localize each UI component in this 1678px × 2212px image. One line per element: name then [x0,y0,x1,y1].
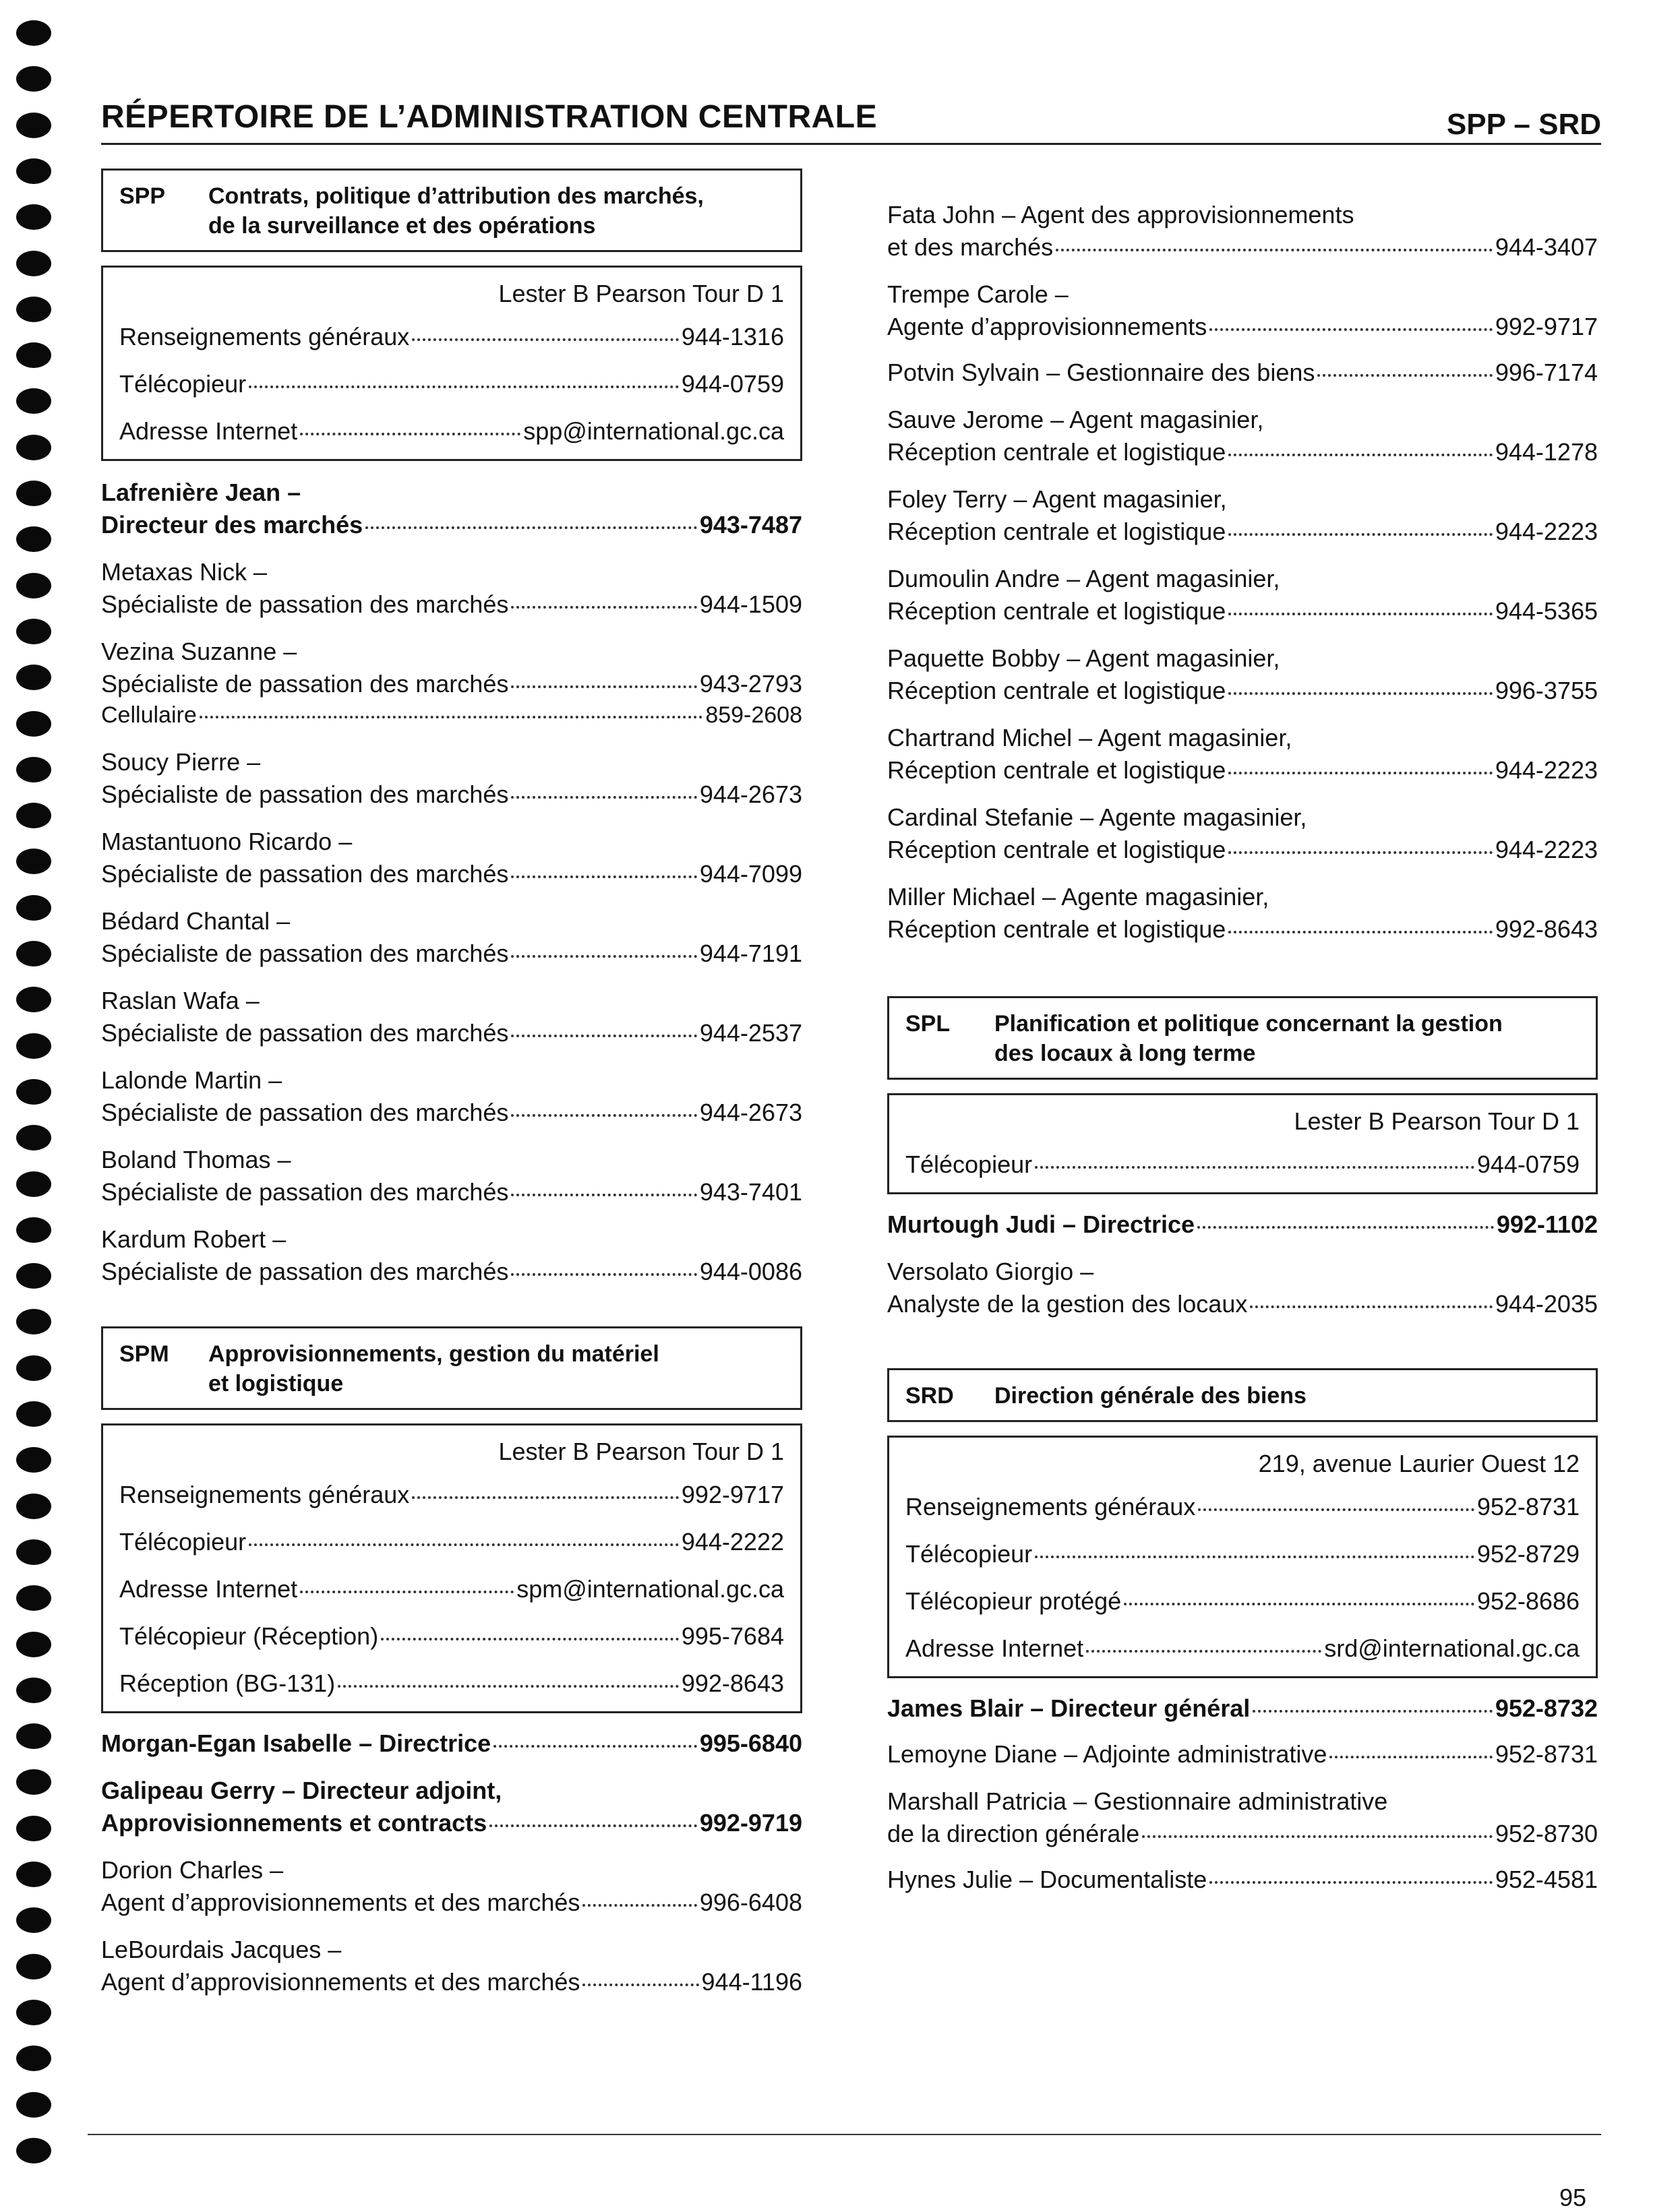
binder-hole [16,1355,51,1381]
binder-hole [16,1171,51,1197]
info-box-spm [101,1423,802,1713]
binder-hole [16,1217,51,1243]
staff-role: Réception centrale et logistique [887,915,1226,943]
leader-dots [1228,611,1493,615]
staff-name: Dumoulin Andre – Agent magasinier, [887,565,1280,592]
staff-role: Spécialiste de passation des marchés [101,1258,509,1285]
leader-dots [1228,690,1493,695]
staff-role: Réception centrale et logistique [887,677,1226,704]
email-link[interactable]: spp@international.gc.ca [523,417,784,445]
staff-name: Fata John – Agent des approvisionnements [887,201,1354,228]
info-label: Renseignements généraux [119,323,410,350]
leader-dots [1209,326,1493,331]
director-entry [887,1693,1598,1724]
phone-number: 992-9719 [699,1809,802,1837]
binder-hole [16,1263,51,1289]
info-row [119,369,784,400]
leader-dots [511,1112,697,1117]
binder-holes [16,0,57,2205]
staff-name: Potvin Sylvain – Gestionnaire des biens [887,359,1315,386]
binder-hole [16,1079,51,1105]
info-row [905,1492,1580,1523]
leader-dots [511,1192,697,1196]
staff-name: Lemoyne Diane – Adjointe administrative [887,1740,1327,1768]
binder-hole [16,1862,51,1887]
staff-entry [101,1143,802,1208]
staff-role: Réception centrale et logistique [887,597,1226,625]
binder-hole [16,2092,51,2118]
email-link[interactable]: srd@international.gc.ca [1324,1634,1580,1662]
staff-name: Miller Michael – Agente magasinier, [887,883,1269,911]
binder-hole [16,987,51,1012]
phone-number: 944-5365 [1495,597,1598,625]
leader-dots [489,1822,697,1827]
binder-hole [16,1033,51,1059]
staff-name: Mastantuono Ricardo – [101,828,353,855]
staff-list-spm [101,1774,802,1998]
binder-hole [16,1125,51,1150]
leader-dots [1142,1833,1493,1838]
staff-entry [101,904,802,969]
page-number: 95 [1559,2184,1586,2211]
staff-role: Réception centrale et logistique [887,438,1226,466]
section-heading-spm [101,1326,802,1410]
staff-entry [101,745,802,810]
binder-hole [16,2000,51,2025]
section-title [208,1339,784,1399]
leader-dots [511,953,697,958]
staff-name: Chartrand Michel – Agent magasinier, [887,724,1292,751]
binder-hole [16,526,51,552]
binder-hole [16,2138,51,2163]
binder-hole [16,113,51,138]
staff-role: Analyste de la gestion des locaux [887,1290,1248,1318]
staff-role: Spécialiste de passation des marchés [101,670,509,698]
staff-name: James Blair – Directeur général [887,1694,1251,1722]
page-title: RÉPERTOIRE DE L’ADMINISTRATION CENTRALE [101,99,878,135]
staff-entry [887,880,1598,945]
phone-number: 952-8731 [1476,1493,1580,1520]
staff-entry [887,1739,1598,1770]
leader-dots [1329,1754,1492,1758]
right-column [887,183,1598,1895]
section-heading-srd [887,1368,1598,1422]
info-row [119,1527,784,1558]
info-row [905,1586,1580,1617]
section-title [208,181,784,241]
leader-dots [1250,1303,1493,1308]
leader-dots [1228,531,1493,536]
staff-entry [101,635,802,731]
phone-number: 944-1196 [701,1968,802,1996]
staff-role: Réception centrale et logistique [887,518,1226,545]
staff-role: Spécialiste de passation des marchés [101,1019,509,1047]
director-entry [101,1728,802,1759]
section-title-line: Approvisionnements, gestion du matériel [208,1341,659,1367]
phone-number: 992-8643 [1495,915,1598,943]
info-row [119,1621,784,1652]
binder-hole [16,1632,51,1657]
leader-dots [582,1981,698,1986]
location: 219, avenue Laurier Ouest 12 [1258,1450,1580,1477]
info-label: Télécopieur protégé [905,1587,1122,1615]
leader-dots [1317,372,1493,377]
staff-role: Réception centrale et logistique [887,836,1226,863]
staff-name: Metaxas Nick – [101,558,268,586]
location: Lester B Pearson Tour D 1 [498,280,784,307]
binder-hole [16,1907,51,1933]
staff-name: Galipeau Gerry – Directeur adjoint, [101,1777,502,1804]
phone-number: 952-8732 [1495,1694,1598,1722]
binder-hole [16,1723,51,1749]
section-heading-spl [887,996,1598,1080]
section-code: SPP [119,183,166,209]
info-label: Télécopieur [119,1528,247,1556]
binder-hole [16,803,51,828]
leader-dots [1228,929,1493,933]
binder-hole [16,1585,51,1611]
staff-entry [101,984,802,1049]
leader-dots [1124,1601,1474,1605]
extra-label: Cellulaire [101,702,197,728]
leader-dots [1056,247,1493,251]
info-label: Adresse Internet [905,1634,1084,1662]
info-row [905,1539,1580,1570]
binder-hole [16,297,51,322]
info-label: Renseignements généraux [119,1481,410,1508]
binder-hole [16,158,51,184]
info-row [905,1633,1580,1664]
staff-name: Cardinal Stefanie – Agente magasinier, [887,803,1307,831]
phone-number: 944-1509 [699,590,802,618]
staff-role: Spécialiste de passation des marchés [101,590,509,618]
staff-role: Spécialiste de passation des marchés [101,940,509,967]
phone-number: 944-1278 [1495,438,1598,466]
info-row [905,1149,1580,1180]
binder-hole [16,435,51,460]
leader-dots [412,1494,679,1499]
binder-hole [16,711,51,737]
phone-number: 992-9717 [1495,313,1598,340]
info-label: Télécopieur [119,370,247,398]
binder-hole [16,849,51,874]
info-row [119,321,784,352]
staff-role: Réception centrale et logistique [887,756,1226,784]
staff-name: Versolato Giorgio – [887,1258,1094,1285]
phone-number: 952-8686 [1476,1587,1580,1615]
staff-entry [887,642,1598,706]
info-box-spl [887,1093,1598,1194]
phone-number: 943-7401 [699,1178,802,1206]
staff-name: Murtough Judi – Directrice [887,1210,1195,1238]
phone-number: 992-9717 [681,1481,784,1508]
leader-dots [511,683,697,688]
binder-hole [16,20,51,46]
staff-name: Dorion Charles – [101,1856,284,1884]
leader-dots [1035,1554,1474,1558]
section-heading-spp [101,168,802,252]
info-label: Télécopieur (Réception) [119,1622,379,1650]
section-code: SPL [905,1011,951,1037]
phone-number: 944-0086 [699,1258,802,1285]
staff-role: Spécialiste de passation des marchés [101,780,509,808]
director-entry [887,1209,1598,1240]
section-title-line: Planification et politique concernant la gestion [994,1011,1503,1037]
leader-dots [511,794,697,799]
staff-list-srd [887,1785,1598,1849]
staff-name: Trempe Carole – [887,280,1069,308]
leader-dots [1197,1224,1494,1229]
info-label: Télécopieur [905,1150,1033,1178]
phone-number: 944-2223 [1495,756,1598,784]
binder-hole [16,665,51,690]
staff-entry [887,801,1598,865]
leader-dots [381,1636,679,1640]
info-label: Réception (BG-131) [119,1669,336,1697]
phone-number: 944-0759 [681,370,784,398]
staff-role: Spécialiste de passation des marchés [101,1099,509,1126]
staff-entry [101,1774,802,1839]
section-title-line: des locaux à long terme [994,1041,1256,1066]
leader-dots [249,1541,679,1546]
staff-name: Raslan Wafa – [101,987,260,1014]
header-divider [101,143,1601,145]
info-box-srd [887,1436,1598,1678]
phone-number: 952-4581 [1495,1866,1598,1893]
info-row [119,1574,784,1605]
binder-hole [16,573,51,598]
binder-hole [16,1447,51,1473]
phone-number: 944-7191 [699,940,802,967]
staff-entry [887,278,1598,342]
info-box-spp [101,266,802,461]
location: Lester B Pearson Tour D 1 [498,1438,784,1465]
phone-number: 944-2537 [699,1019,802,1047]
info-row [119,1479,784,1510]
info-label: Renseignements généraux [905,1493,1196,1520]
phone-number: 996-6408 [699,1888,802,1916]
binder-hole [16,481,51,506]
phone-number: 943-7487 [699,511,802,539]
staff-role: et des marchés [887,233,1054,261]
phone-number: 995-6840 [699,1729,802,1757]
leader-dots [511,604,697,609]
staff-entry [887,483,1598,547]
leader-dots [200,714,703,718]
section-title-line: et logistique [208,1371,344,1396]
phone-number: 944-0759 [1476,1150,1580,1178]
staff-entry [887,721,1598,786]
staff-name: Bédard Chantal – [101,907,291,935]
leader-dots [511,1033,697,1037]
email-link[interactable]: spm@international.gc.ca [516,1575,784,1603]
staff-role: Spécialiste de passation des marchés [101,860,509,888]
phone-number: 995-7684 [681,1622,784,1650]
leader-dots [365,524,697,529]
staff-entry [101,476,802,541]
left-column [101,168,802,1998]
binder-hole [16,1401,51,1427]
binder-hole [16,1769,51,1795]
staff-list-spl [887,1255,1598,1320]
staff-role: Agente d’approvisionnements [887,313,1207,340]
leader-dots [1086,1648,1321,1653]
staff-name: LeBourdais Jacques – [101,1936,342,1963]
leader-dots [412,336,679,341]
staff-entry [101,825,802,890]
binder-hole [16,619,51,644]
binder-hole [16,2046,51,2071]
info-label: Télécopieur [905,1540,1033,1568]
binder-hole [16,251,51,276]
location: Lester B Pearson Tour D 1 [1294,1107,1580,1135]
staff-name: Morgan-Egan Isabelle – Directrice [101,1729,491,1757]
staff-name: Foley Terry – Agent magasinier, [887,485,1227,513]
phone-number: 952-8729 [1476,1540,1580,1568]
section-code: SRD [905,1383,954,1409]
staff-name: Soucy Pierre – [101,748,261,776]
leader-dots [338,1683,679,1688]
staff-name: Hynes Julie – Documentaliste [887,1866,1207,1893]
section-title [994,1381,1580,1411]
phone-number: 992-1102 [1496,1210,1598,1238]
leader-dots [249,383,679,388]
footer-divider [88,2134,1601,2135]
staff-entry [887,403,1598,468]
staff-entry [101,1933,802,1998]
section-title-line: Contrats, politique d’attribution des marchés, [208,183,704,209]
staff-list-spp [101,476,802,1287]
leader-dots [511,1271,697,1276]
staff-role: Agent d’approvisionnements et des marchés [101,1968,580,1996]
staff-role: Spécialiste de passation des marchés [101,1178,509,1206]
binder-hole [16,895,51,921]
binder-hole [16,941,51,966]
staff-name: Lafrenière Jean – [101,479,301,506]
leader-dots [300,1589,514,1593]
section-title-line: Direction générale des biens [994,1383,1307,1409]
phone-number: 944-2673 [699,780,802,808]
leader-dots [1228,849,1493,854]
staff-list-spm-continued [887,198,1598,945]
leader-dots [300,431,520,435]
binder-hole [16,1816,51,1841]
phone-number: 944-1316 [681,323,784,350]
binder-hole [16,1494,51,1519]
staff-name: Vezina Suzanne – [101,638,297,665]
section-title-line: de la surveillance et des opérations [208,213,596,239]
phone-number: 944-7099 [699,860,802,888]
staff-name: Sauve Jerome – Agent magasinier, [887,406,1264,433]
phone-number: 944-2223 [1495,518,1598,545]
staff-entry [101,1064,802,1128]
info-row [119,416,784,447]
leader-dots [1198,1506,1474,1511]
binder-hole [16,1954,51,1979]
phone-number: 943-2793 [699,670,802,698]
phone-number: 944-2222 [681,1528,784,1556]
leader-dots [1228,770,1493,774]
info-label: Adresse Internet [119,417,298,445]
staff-entry [101,555,802,620]
leader-dots [1253,1708,1493,1713]
leader-dots [1035,1164,1474,1169]
binder-hole [16,1678,51,1703]
phone-number: 944-2673 [699,1099,802,1126]
binder-hole [16,342,51,368]
staff-role: Approvisionnements et contracts [101,1809,487,1837]
phone-number: 944-2223 [1495,836,1598,863]
phone-number: 944-3407 [1495,233,1598,261]
staff-name: Lalonde Martin – [101,1066,282,1094]
staff-role: Agent d’approvisionnements et des marchés [101,1888,580,1916]
binder-hole [16,66,51,92]
info-row [119,1668,784,1699]
staff-entry [101,1223,802,1287]
leader-dots [1228,452,1493,456]
binder-hole [16,388,51,414]
staff-role: Directeur des marchés [101,511,363,539]
phone-number: 952-8730 [1495,1820,1598,1847]
staff-entry [887,1785,1598,1849]
staff-entry [887,562,1598,627]
phone-number: 944-2035 [1495,1290,1598,1318]
leader-dots [493,1743,697,1748]
page-section-code: SPP – SRD [1446,108,1601,141]
staff-entry [101,1853,802,1918]
phone-number: 992-8643 [681,1669,784,1697]
phone-number: 859-2608 [705,702,802,728]
section-code: SPM [119,1341,169,1367]
leader-dots [582,1902,696,1907]
staff-name: Kardum Robert – [101,1225,287,1253]
staff-entry [887,357,1598,388]
section-title [994,1009,1580,1068]
phone-number: 952-8731 [1495,1740,1598,1768]
info-label: Adresse Internet [119,1575,298,1603]
staff-entry [887,1864,1598,1895]
staff-name: Marshall Patricia – Gestionnaire administrative [887,1787,1388,1815]
phone-number: 996-3755 [1495,677,1598,704]
staff-entry [887,1255,1598,1320]
binder-hole [16,1539,51,1565]
phone-number: 996-7174 [1495,359,1598,386]
leader-dots [1209,1879,1493,1884]
binder-hole [16,204,51,230]
staff-name: Boland Thomas – [101,1146,291,1173]
staff-name: Paquette Bobby – Agent magasinier, [887,644,1280,672]
staff-entry [887,198,1598,263]
binder-hole [16,1309,51,1334]
staff-role: de la direction générale [887,1820,1140,1847]
leader-dots [511,873,697,878]
binder-hole [16,757,51,782]
